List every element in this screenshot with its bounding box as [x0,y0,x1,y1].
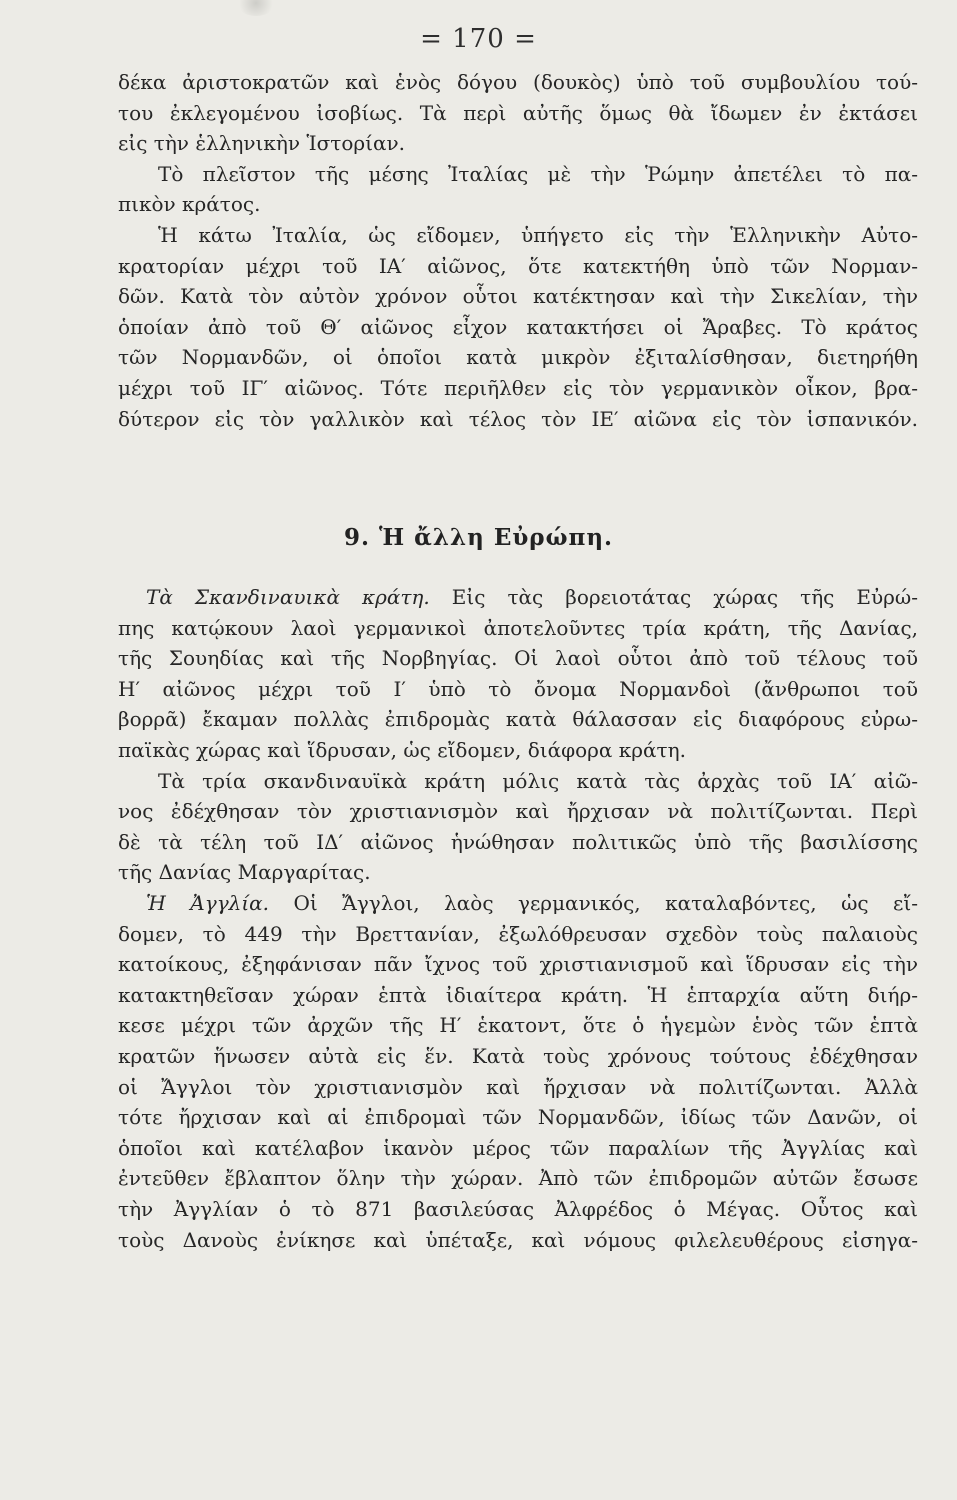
page-number: = 170 = [420,24,537,54]
text-line: δῶν. Κατὰ τὸν αὐτὸν χρόνον οὗτοι κατέκτησαν καὶ τὴν Σικελίαν, τὴν [118,284,918,309]
text-line: Τὰ τρία σκανδιναυϊκὰ κράτη μόλις κατὰ τὰς ἀρχὰς τοῦ ΙΑ′ αἰῶ- [158,768,918,793]
text-line: τῶν Νορμανδῶν, οἱ ὁποῖοι κατὰ μικρὸν ἐξιταλίσθησαν, διετηρήθη [118,345,918,370]
text-line: παϊκὰς χώρας καὶ ἵδρυσαν, ὡς εἴδομεν, διάφορα κράτη. [118,737,686,762]
text-line: ἐντεῦθεν ἔβλαπτον ὅλην τὴν χώραν. Ἀπὸ τῶν ἐπιδρομῶν αὐτῶν ἔσωσε [118,1166,918,1191]
text-line: τὴν Ἀγγλίαν ὁ τὸ 871 βασιλεύσας Ἀλφρέδος ὁ Μέγας. Οὗτος καὶ [118,1196,918,1221]
text-line: τοὺς Δανοὺς ἐνίκησε καὶ ὑπέταξε, καὶ νόμους φιλελευθέρους εἰσηγα- [118,1227,918,1252]
text-line: τότε ἤρχισαν καὶ αἱ ἐπιδρομαὶ τῶν Νορμανδῶν, ἰδίως τῶν Δανῶν, οἱ [118,1105,918,1130]
text-line: μέχρι τοῦ ΙΓ′ αἰῶνος. Τότε περιῆλθεν εἰς τὸν γερμανικὸν οἶκον, βρα- [118,375,918,400]
text-line: Η′ αἰῶνος μέχρι τοῦ Ι′ ὑπὸ τὸ ὄνομα Νορμανδοὶ (ἄνθρωποι τοῦ [118,676,918,701]
text-line: τῆς Δανίας Μαργαρίτας. [118,860,371,885]
paragraph-block-scandinavia [118,582,918,888]
text-line: του ἐκλεγομένου ἰσοβίως. Τὰ περὶ αὐτῆς ὅμως θὰ ἴδωμεν ἐν ἐκτάσει [118,100,918,125]
text-line: κεσε μέχρι τῶν ἀρχῶν τῆς Η′ ἑκατοντ, ὅτε ὁ ἡγεμὼν ἑνὸς τῶν ἑπτὰ [118,1013,918,1038]
text-line: τῆς Σουηδίας καὶ τῆς Νορβηγίας. Οἱ λαοὶ οὗτοι ἀπὸ τοῦ τέλους τοῦ [118,646,918,671]
text-line: βορρᾶ) ἔκαμαν πολλὰς ἐπιδρομὰς κατὰ θάλασσαν εἰς διαφόρους εὐρω- [118,707,918,732]
paragraph-block-italy [118,67,918,434]
subsection-lead: Ἡ Ἀγγλία. [146,891,270,915]
text-line: ὁποίαν ἀπὸ τοῦ Θ′ αἰῶνος εἶχον κατακτήσει οἱ Ἄραβες. Τὸ κράτος [118,314,918,339]
text-line: κατακτηθεῖσαν χώραν ἑπτὰ ἰδιαίτερα κράτη. Ἡ ἑπταρχία αὕτη διήρ- [118,982,918,1007]
section-heading: 9. Ἡ ἄλλη Εὐρώπη. [343,524,614,551]
text-line: κρατῶν ἥνωσεν αὐτὰ εἰς ἕν. Κατὰ τοὺς χρόνους τούτους ἐδέχθησαν [118,1043,918,1068]
text-line-rest: Οἱ Ἄγγλοι, λαὸς γερμανικός, καταλαβόντες, ὡς εἴ- [269,891,918,915]
text-line: ὁποῖοι καὶ κατέλαβον ἱκανὸν μέρος τῶν παραλίων τῆς Ἀγγλίας καὶ [118,1135,918,1160]
text-line: δομεν, τὸ 449 τὴν Βρεττανίαν, ἐξωλόθρευσαν σχεδὸν τοὺς παλαιοὺς [118,921,918,946]
paragraph-block-england [118,888,918,1255]
text-line: κρατορίαν μέχρι τοῦ ΙΑ′ αἰῶνος, ὅτε κατεκτήθη ὑπὸ τῶν Νορμαν- [118,253,918,278]
text-line: εἰς τὴν ἑλληνικὴν Ἱστορίαν. [118,131,406,156]
text-line: Τὸ πλεῖστον τῆς μέσης Ἰταλίας μὲ τὴν Ῥώμην ἀπετέλει τὸ πα- [158,161,918,186]
text-line [118,582,918,613]
text-line: δὲ τὰ τέλη τοῦ ΙΔ′ αἰῶνος ἡνώθησαν πολιτικῶς ὑπὸ τῆς βασιλίσσης [118,829,918,854]
text-line: δύτερον εἰς τὸν γαλλικὸν καὶ τέλος τὸν ΙΕ′ αἰῶνα εἰς τὸν ἱσπανικόν. [118,406,918,431]
text-line: πικὸν κράτος. [118,192,261,217]
text-line: οἱ Ἄγγλοι τὸν χριστιανισμὸν καὶ ἤρχισαν νὰ πολιτίζωνται. Ἀλλὰ [118,1074,918,1099]
text-line-rest: Εἰς τὰς βορειοτάτας χώρας τῆς Εὐρώ- [429,585,918,609]
text-line: Ἡ κάτω Ἰταλία, ὡς εἴδομεν, ὑπήγετο εἰς τὴν Ἑλληνικὴν Αὐτο- [158,222,918,247]
subsection-lead: Τὰ Σκανδιναυικὰ κράτη. [146,585,430,609]
text-line: κατοίκους, ἐξηφάνισαν πᾶν ἴχνος τοῦ χριστιανισμοῦ καὶ ἵδρυσαν εἰς τὴν [118,952,918,977]
text-line: δέκα ἀριστοκρατῶν καὶ ἑνὸς δόγου (δουκὸς) ὑπὸ τοῦ συμβουλίου τού- [118,70,918,94]
text-line: πης κατῴκουν λαοὶ γερμανικοὶ ἀποτελοῦντες τρία κράτη, τῆς Δανίας, [118,615,918,640]
text-line: νος ἐδέχθησαν τὸν χριστιανισμὸν καὶ ἤρχισαν νὰ πολιτίζωνται. Περὶ [118,799,918,824]
paper-stain [236,0,276,16]
text-line [118,888,918,919]
